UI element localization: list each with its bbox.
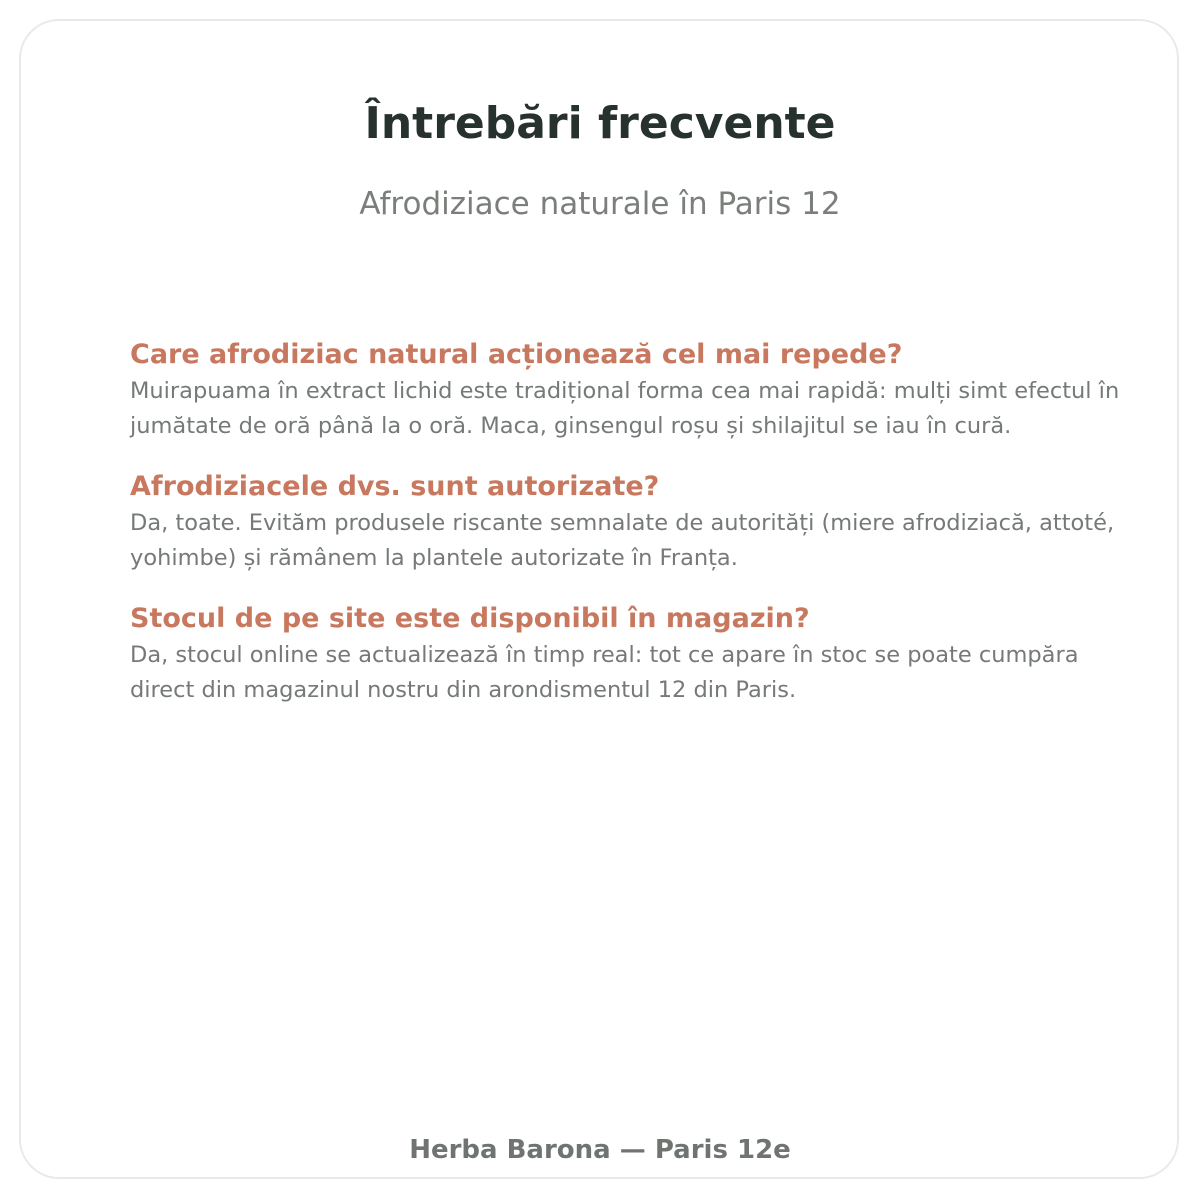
faq-item (130, 336, 1120, 444)
faq-answer: Muirapuama în extract lichid este tradițional forma cea mai rapidă: mulți simt efectul în jumătate de oră până la o oră. Maca, ginsengul roșu și shilajitul se iau în cură. (130, 378, 1120, 439)
faq-answer: Da, stocul online se actualizează în timp real: tot ce apare în stoc se poate cumpăra direct din magazinul nostru din arondismentul 12 din Paris. (130, 642, 1079, 703)
faq-question: Care afrodiziac natural acționează cel mai repede? (130, 339, 903, 370)
faq-question: Afrodiziacele dvs. sunt autorizate? (130, 471, 660, 502)
page-subtitle: Afrodiziace naturale în Paris 12 (359, 186, 841, 222)
faq-item (130, 600, 1120, 708)
page-title: Întrebări frecvente (364, 98, 836, 149)
faq-item (130, 468, 1120, 576)
faq-list (130, 336, 1120, 732)
footer-brand: Herba Barona — Paris 12e (409, 1135, 791, 1165)
faq-question: Stocul de pe site este disponibil în magazin? (130, 603, 810, 634)
faq-answer: Da, toate. Evităm produsele riscante semnalate de autorități (miere afrodiziacă, attoté, yohimbe) și rămânem la plantele autorizate în Franța. (130, 510, 1115, 571)
